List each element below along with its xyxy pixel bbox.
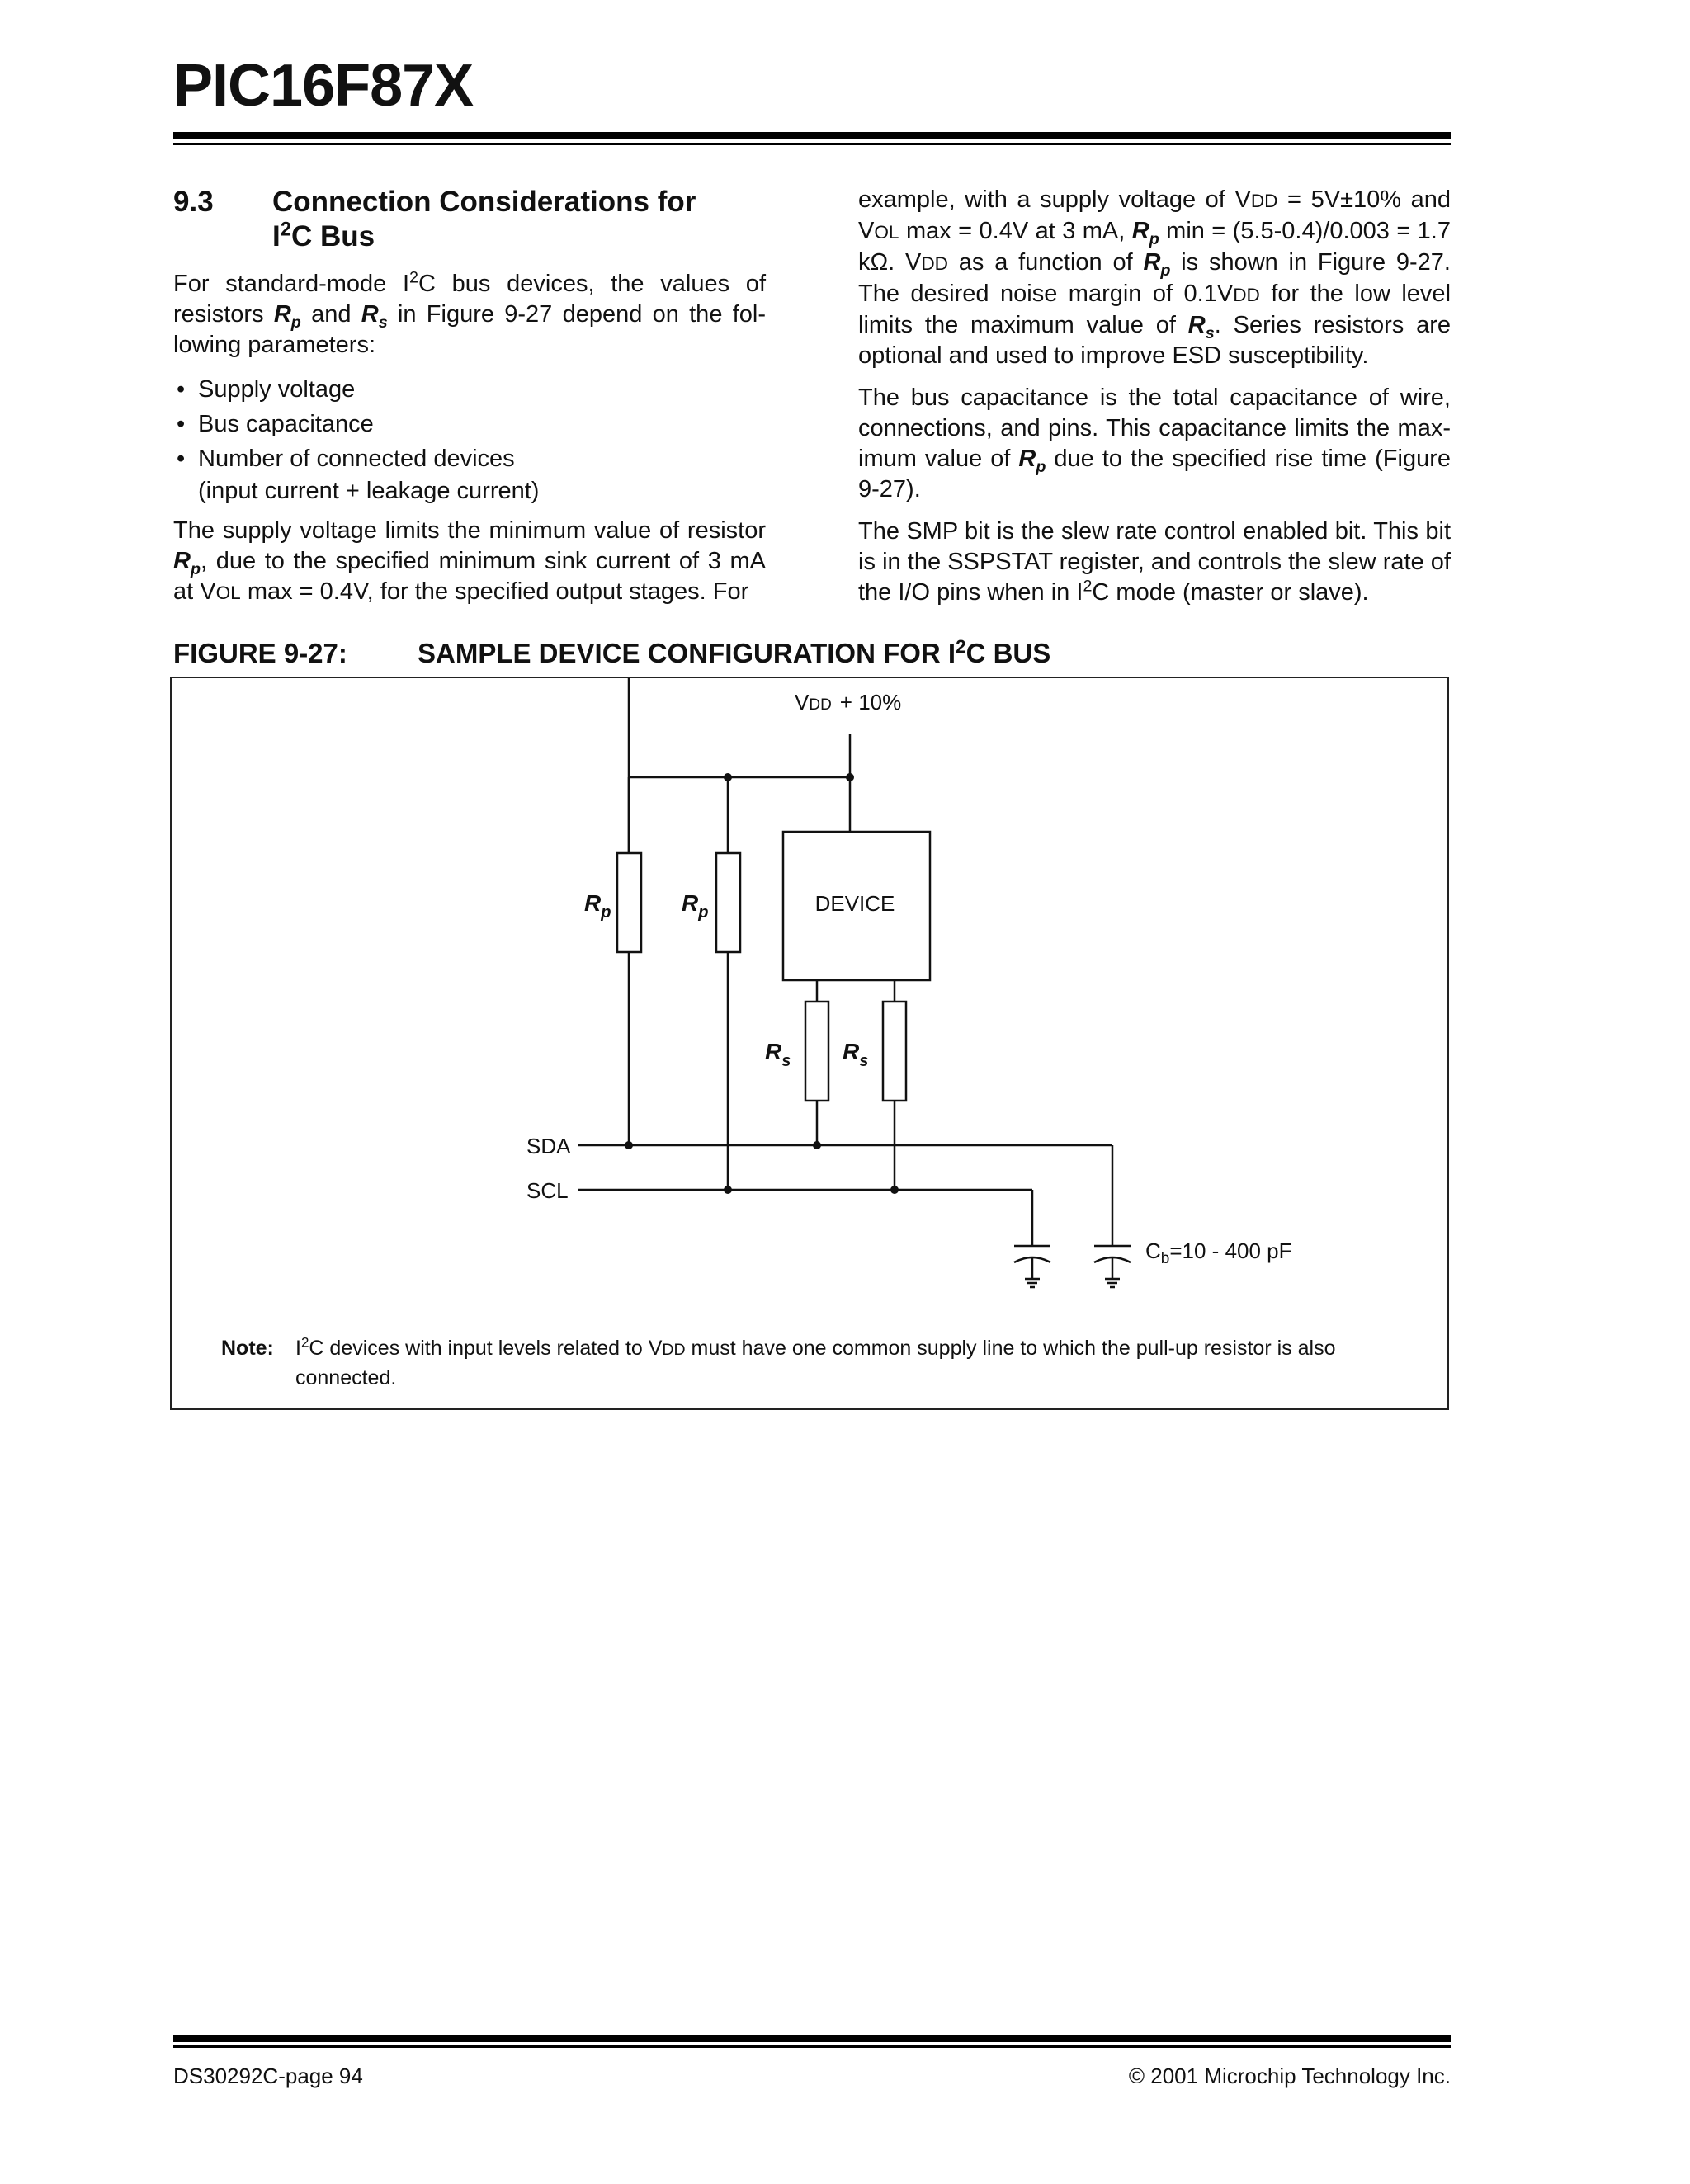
rs-label-1: $R_s$ xyxy=(765,1039,791,1070)
note-text: $I^2C$ devices with input levels related to VDD must have one common supply line to which the pull-up resistor is also connected. xyxy=(295,1334,1336,1389)
rs-label-2: $R_s$ xyxy=(843,1039,869,1070)
section-title xyxy=(272,185,696,254)
section-heading xyxy=(173,185,766,254)
footer-rule-thin xyxy=(173,2045,1451,2048)
intro-paragraph: For standard-mode $I^2C$ bus devices, the values of resistors $R_p$ and $R_s$ in Figure 9-27 depend on the fol-lowing parameters: xyxy=(173,268,766,358)
figure-frame xyxy=(170,677,1449,1410)
junction-dots xyxy=(625,773,899,1194)
figure-caption xyxy=(173,637,1050,670)
i2c-circuit-diagram xyxy=(172,678,1451,1412)
figure-note xyxy=(221,1334,1418,1392)
footer-copyright: © 2001 Microchip Technology Inc. xyxy=(1128,2064,1451,2088)
bus-capacitance-paragraph: The bus capacitance is the total capacitance of wire, connections, and pins. This capacitance limits the max-imum value of $R_p$ due to the specified rise time (Figure 9-27). xyxy=(858,384,1451,502)
footer-rule-thick xyxy=(173,2035,1451,2042)
device-label: DEVICE xyxy=(814,891,895,916)
footer-page-id: DS30292C-page 94 xyxy=(173,2064,363,2088)
sda-label: SDA xyxy=(526,1134,571,1158)
series-resistor-2 xyxy=(883,1002,906,1101)
section-number: 9.3 xyxy=(173,186,214,218)
rp-label-2: $R_p$ xyxy=(682,890,709,922)
pullup-resistor-2 xyxy=(716,853,740,952)
list-item: • Bus capacitance xyxy=(173,407,766,441)
cb-label: $C_b=10 - 400$ pF xyxy=(1145,1238,1292,1267)
header-rule-thin xyxy=(173,143,1451,145)
vdd-label: VDD + 10% xyxy=(795,690,902,715)
header-rule-thick xyxy=(173,132,1451,139)
section-title-sup: 2 xyxy=(280,218,291,241)
figure-number: FIGURE 9-27: xyxy=(173,638,347,668)
page-header-title: PIC16F87X xyxy=(173,53,474,119)
pullup-resistor-1 xyxy=(617,853,641,952)
example-paragraph: example, with a supply voltage of VDD = 5V±10% and VOL max = 0.4V at 3 mA, $R_p$ min = (5.5-0.4)/0.003 = 1.7 kΩ. VDD as a function of $R_p$ is shown in Figure 9-27. The desired noise margin of 0.1VDD for the low level limits the maximum value of $R_s$. Series resistors are optional and used to improve ESD susceptibility. xyxy=(858,186,1452,369)
smp-paragraph: The SMP bit is the slew rate control enabled bit. This bit is in the SSPSTAT register, and controls the slew rate of the I/O pins when in $I^2C$ mode (master or slave). xyxy=(858,518,1451,606)
parameter-list xyxy=(173,372,766,506)
left-column xyxy=(173,185,766,620)
figure-title: SAMPLE DEVICE CONFIGURATION FOR $I^2C$ BUS xyxy=(418,636,1051,668)
list-item-subnote: (input current + leakage current) xyxy=(198,478,540,504)
section-title-i: I xyxy=(272,220,281,252)
scl-label: SCL xyxy=(526,1178,569,1203)
series-resistor-1 xyxy=(805,1002,828,1101)
section-title-line2: C Bus xyxy=(290,220,375,252)
note-label: Note: xyxy=(221,1337,274,1360)
rp-label-1: $R_p$ xyxy=(584,890,611,922)
section-title-line1: Connection Considerations for xyxy=(272,186,696,218)
right-column xyxy=(858,185,1451,620)
list-item: • Number of connected devices (input current + leakage current) xyxy=(173,441,766,506)
list-item: • Supply voltage xyxy=(173,372,766,407)
supply-paragraph: The supply voltage limits the minimum value of resistor $R_p$, due to the specified minimum sink current of 3 mA at VOL max = 0.4V, for the specified output stages. For xyxy=(173,517,766,605)
